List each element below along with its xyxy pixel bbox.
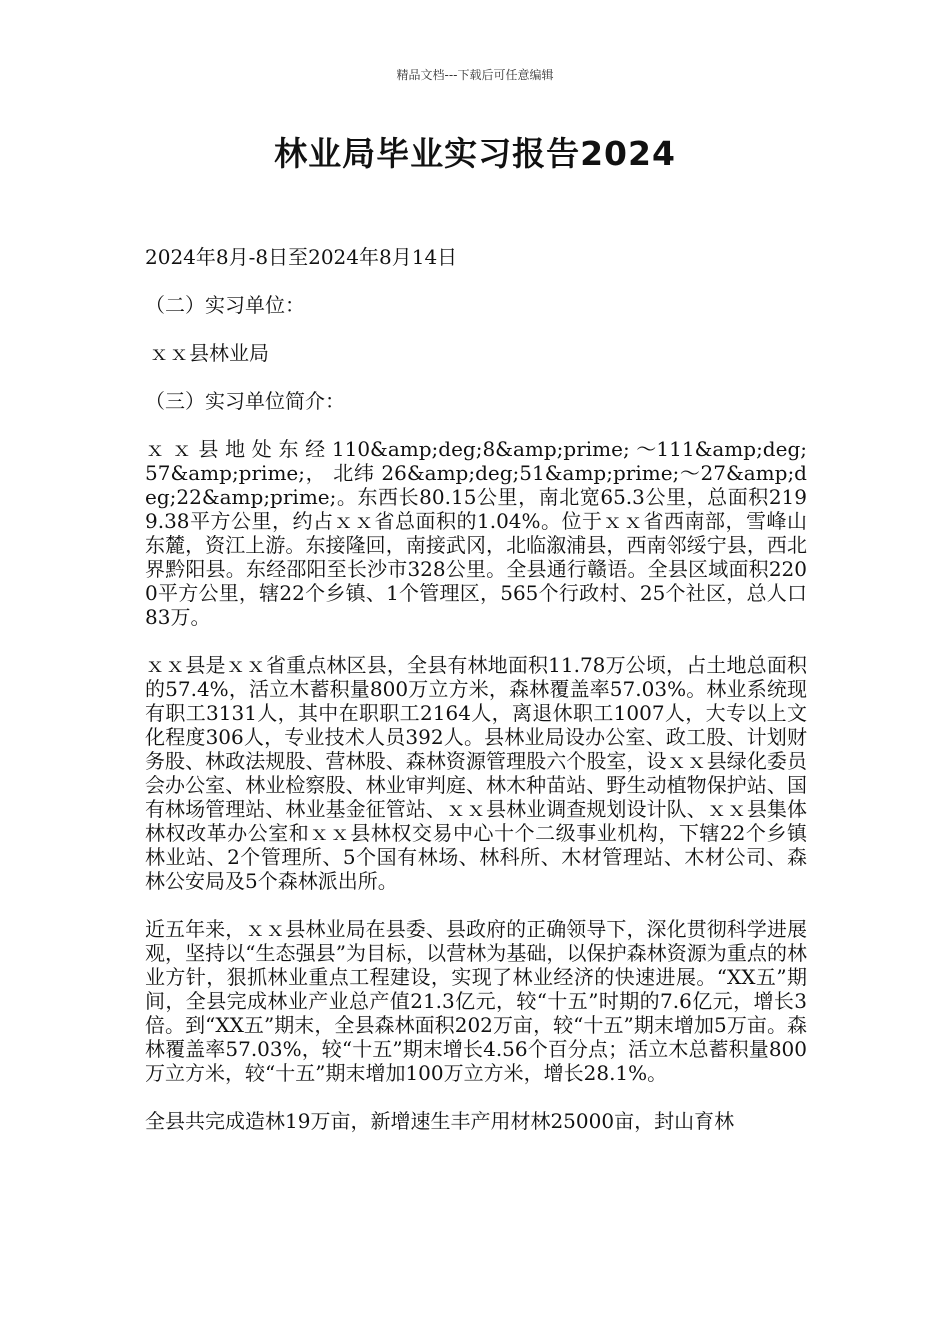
document-body (145, 245, 807, 1157)
paragraph-forestry-overview: ｘｘ县是ｘｘ省重点林区县，全县有林地面积11.78万公顷，占土地总面积的57.4%，活立木蓄积量800万立方米，森林覆盖率57.03%。林业系统现有职工3131人，其中在职职工2164人，离退休职工1007人，大专以上文化程度306人，专业技术人员392人。县林业局设办公室、政工股、计划财务股、林政法规股、营林股、森林资源管理股六个股室，设ｘｘ县绿化委员会办公室、林业检察股、林业审判庭、林木种苗站、野生动植物保护站、国有林场管理站、林业基金征管站、ｘｘ县林业调查规划设计队、ｘｘ县集体林权改革办公室和ｘｘ县林权交易中心十个二级事业机构，下辖22个乡镇林业站、2个管理所、5个国有林场、林科所、木材管理站、木材公司、森林公安局及5个森林派出所。 (145, 653, 807, 893)
internship-date: 2024年8月-8日至2024年8月14日 (145, 245, 458, 269)
paragraph-five-year-progress: 近五年来，ｘｘ县林业局在县委、县政府的正确领导下，深化贯彻科学进展观，坚持以“生态强县”为目标，以营林为基础，以保护森林资源为重点的林业方针，狠抓林业重点工程建设，实现了林业经济的快速进展。“XX五”期间，全县完成林业产业总产值21.3亿元，较“十五”时期的7.6亿元，增长3倍。到“XX五”期末，全县森林面积202万亩，较“十五”期末增加5万亩。森林覆盖率57.03%，较“十五”期末增长4.56个百分点；活立木总蓄积量800万立方米，较“十五”期末增加100万立方米，增长28.1%。 (145, 917, 807, 1085)
page-header-watermark: 精品文档---下载后可任意编辑 (396, 68, 554, 82)
document-title: 林业局毕业实习报告2024 (274, 134, 676, 173)
section-heading-unit-intro: （三）实习单位简介： (145, 389, 345, 413)
internship-unit-name: ｘｘ县林业局 (149, 341, 269, 365)
section-heading-unit: （二）实习单位： (145, 293, 305, 317)
paragraph-afforestation: 全县共完成造林19万亩，新增速生丰产用材林25000亩，封山育林 (145, 1109, 735, 1133)
paragraph-geography: ｘ ｘ 县 地 处 东 经 110&amp;deg;8&amp;prime; ～111&amp;deg;57&amp;prime;， 北纬 26&amp;deg;51&amp;prime;～27&amp;deg;22&amp;prime;。东西长80.15公里，南北宽65.3公里，总面积2199.38平方公里，约占ｘｘ省总面积的1.04%。位于ｘｘ省西南部，雪峰山东麓，资江上游。东接隆回，南接武冈，北临溆浦县，西南邻绥宁县，西北界黔阳县。东经邵阳至长沙市328公里。全县通行赣语。全县区域面积2200平方公里，辖22个乡镇、1个管理区，565个行政村、25个社区，总人口83万。 (145, 437, 807, 629)
